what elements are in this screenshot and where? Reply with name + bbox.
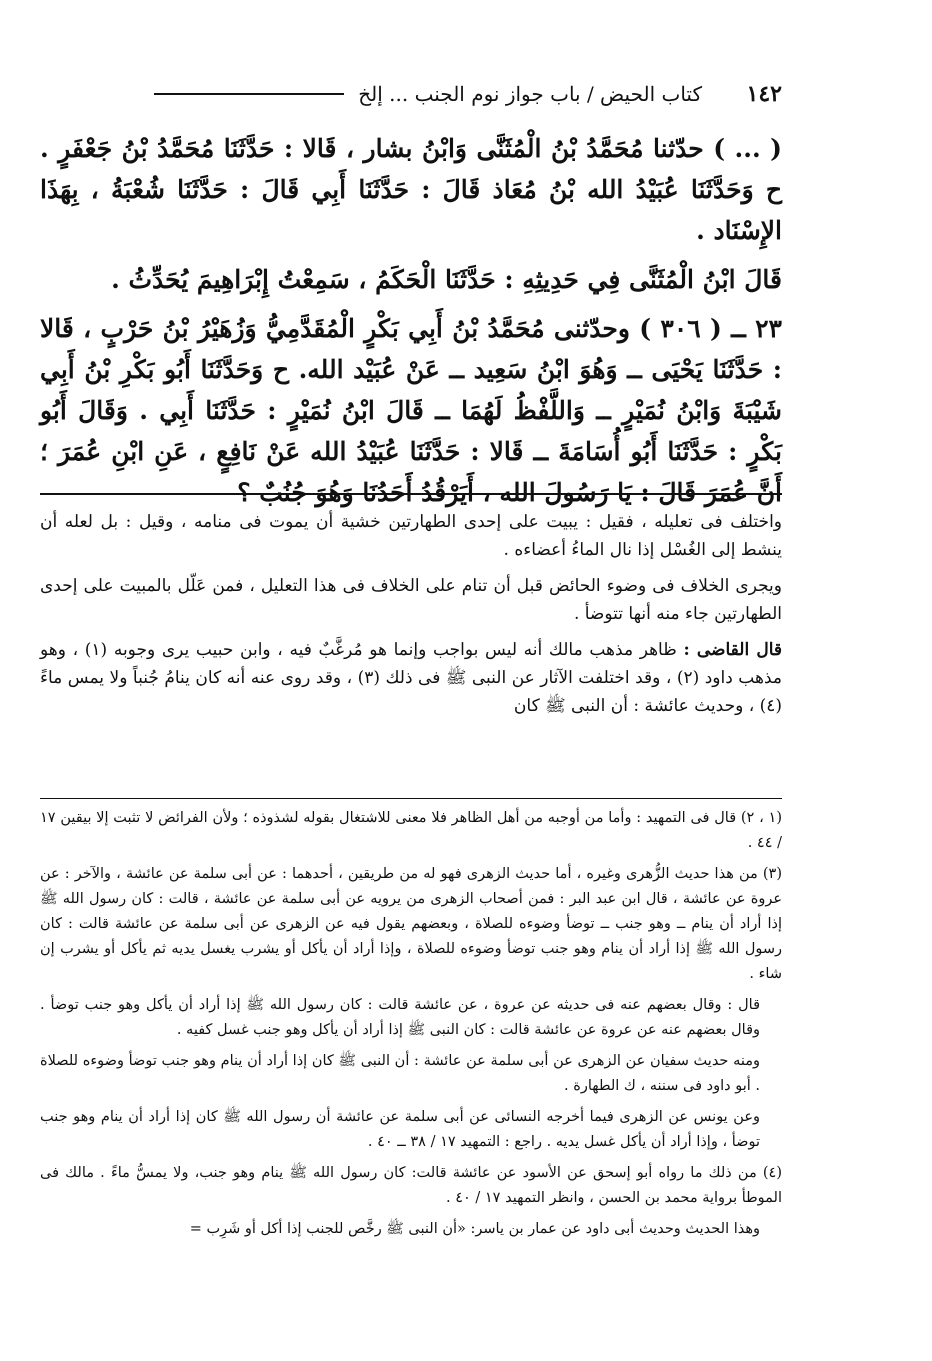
hadith-paragraph: قَالَ ابْنُ الْمُثَنَّى فِي حَدِيثِهِ : حَدَّثَنَا الْحَكَمُ ، سَمِعْتُ إِبْرَاهِيمَ يُحَدِّثُ . [111,265,782,294]
page-number: ١٤٢ [746,81,782,107]
commentary-paragraph: واختلف فى تعليله ، فقيل : يبيت على إحدى الطهارتين خشية أن يموت فى منامه ، وقيل : بل لعله أن ينشط إلى الغُسْل إذا نال الماءُ أعضاءه . [40,512,782,560]
footnote-continuation: ومنه حديث سفيان عن الزهرى عن أبى سلمة عن عائشة : أن النبى ﷺ كان إذا أراد أن ينام وهو جنب توضأ وضوءه للصلاة . أبو داود فى سننه ، ك الطهارة . [40,1053,760,1094]
commentary-body: ظاهر مذهب مالك أنه ليس بواجب وإنما هو مُرغَّبٌ فيه ، وابن حبيب يرى وجوبه (١) ، وهو مذهب داود (٢) ، وقد اختلفت الآثار عن النبى ﷺ فى ذلك (٣) ، وقد روى عنه أنه كان ينامُ جُنباً ولا يمس ماءً (٤) ، وحديث عائشة : أن النبى ﷺ كان [40,640,782,716]
footnote: (٤) من ذلك ما رواه أبو إسحق عن الأسود عن عائشة قالت: كان رسول الله ﷺ ينام وهو جنب، ولا يمسُّ ماءً . مالك فى الموطأ برواية محمد بن الحسن ، وانظر التمهيد ١٧ / ٤٠ . [40,1165,782,1206]
header-title: كتاب الحيض / باب جواز نوم الجنب ... إلخ [358,82,702,106]
hadith-text [40,128,782,521]
section-divider [40,493,782,495]
footnote-divider [40,798,782,799]
footnote: (٣) من هذا حديث الزُّهرى وغيره ، أما حديث الزهرى فهو له من طريقين ، أحدهما : عن أبى سلمة عن عائشة ، والآخر : عن عروة عن عائشة ، قال ابن عبد البر : فمن أصحاب الزهرى من يرويه عن أبى سلمة عن عائشة ، قالت : كان رسول الله ﷺ إذا أراد أن ينام ــ وهو جنب ــ توضأ وضوءه للصلاة ، وبعضهم يقول فيه عن الزهرى عن أبى سلمة عن عائشة قالت : كان رسول الله ﷺ إذا أراد أن ينام وهو جنب توضأ وضوءه للصلاة ، وإذا أراد أن يأكل أو يشرب يغسل يديه ثم يأكل أو يشرب إن شاء . [40,866,783,982]
running-header [40,78,782,110]
footnote-continuation: وعن يونس عن الزهرى فيما أخرجه النسائى عن أبى سلمة عن عائشة أن رسول الله ﷺ كان إذا أراد أن ينام وهو جنب توضأ ، وإذا أراد أن يأكل غسل يديه . راجع : التمهيد ١٧ / ٣٨ ــ ٤٠ . [40,1109,760,1150]
footnote: (١ ، ٢) قال فى التمهيد : وأما من أوجبه من أهل الظاهر فلا معنى للاشتغال بقوله لشذوذه ؛ ولأن الفرائض لا تثبت إلا بيقين ١٧ / ٤٤ . [40,810,782,851]
hadith-paragraph: ٢٣ ــ ( ٣٠٦ ) وحدّثنى مُحَمَّدُ بْنُ أَبِي بَكْرٍ الْمُقَدَّمِيُّ وَزُهَيْرُ بْنُ حَرْبٍ ، قَالا : حَدَّثَنَا يَحْيَى ــ وَهُوَ ابْنُ سَعِيد ــ عَنْ عُبَيْد الله. ح وَحَدَّثَنَا أَبُو بَكْرِ بْنُ أَبِي شَيْبَةَ وَابْنُ نُمَيْرٍ ــ وَاللَّفْظُ لَهُمَا ــ قَالَ ابْنُ نُمَيْرٍ : حَدَّثَنَا أَبِي . وَقَالَ أَبُو بَكْرٍ : حَدَّثَنَا أَبُو أُسَامَةَ ــ قَالا : حَدَّثَنَا عُبَيْدُ الله عَنْ نَافِعٍ ، عَنِ ابْنِ عُمَرَ ؛ أَنَّ عُمَرَ قَالَ : يَا رَسُولَ الله ، أَيَرْقُدُ أَحَدُنَا وَهُوَ جُنُبٌ ؟ [40,314,782,507]
commentary-paragraph [40,636,782,720]
footnotes [40,806,782,1248]
header-rule [154,93,344,95]
hadith-paragraph: ( ... ) حدّثنا مُحَمَّدُ بْنُ الْمُثَنَّى وَابْنُ بشار ، قَالا : حَدَّثَنَا مُحَمَّدُ بْنُ جَعْفَرٍ . ح وَحَدَّثَنَا عُبَيْدُ الله بْنُ مُعَاذ قَالَ : حَدَّثَنَا أَبِي قَالَ : حَدَّثَنَا شُعْبَةُ ، بِهَذَا الإِسْنَاد . [40,134,782,245]
footnote-continuation: قال : وقال بعضهم عنه فى حديثه عن عروة ، عن عائشة قالت : كان رسول الله ﷺ إذا أراد أن يأكل وهو جنب توضأ . وقال بعضهم عنه عن عروة عن عائشة قالت : كان النبى ﷺ إذا أراد أن يأكل وهو جنب غسل كفيه . [40,997,760,1038]
footnote-continuation: وهذا الحديث وحديث أبى داود عن عمار بن ياسر: «أن النبى ﷺ رخَّص للجنب إذا أكل أو شَرِب = [189,1221,760,1237]
commentary-paragraph: ويجرى الخلاف فى وضوء الحائض قبل أن تنام على الخلاف فى هذا التعليل ، فمن عَلّل بالمبيت على إحدى الطهارتين جاء منه أنها تتوضأ . [40,576,782,624]
commentary-text [40,508,782,728]
commentary-lead: قال القاضى : [683,640,783,660]
